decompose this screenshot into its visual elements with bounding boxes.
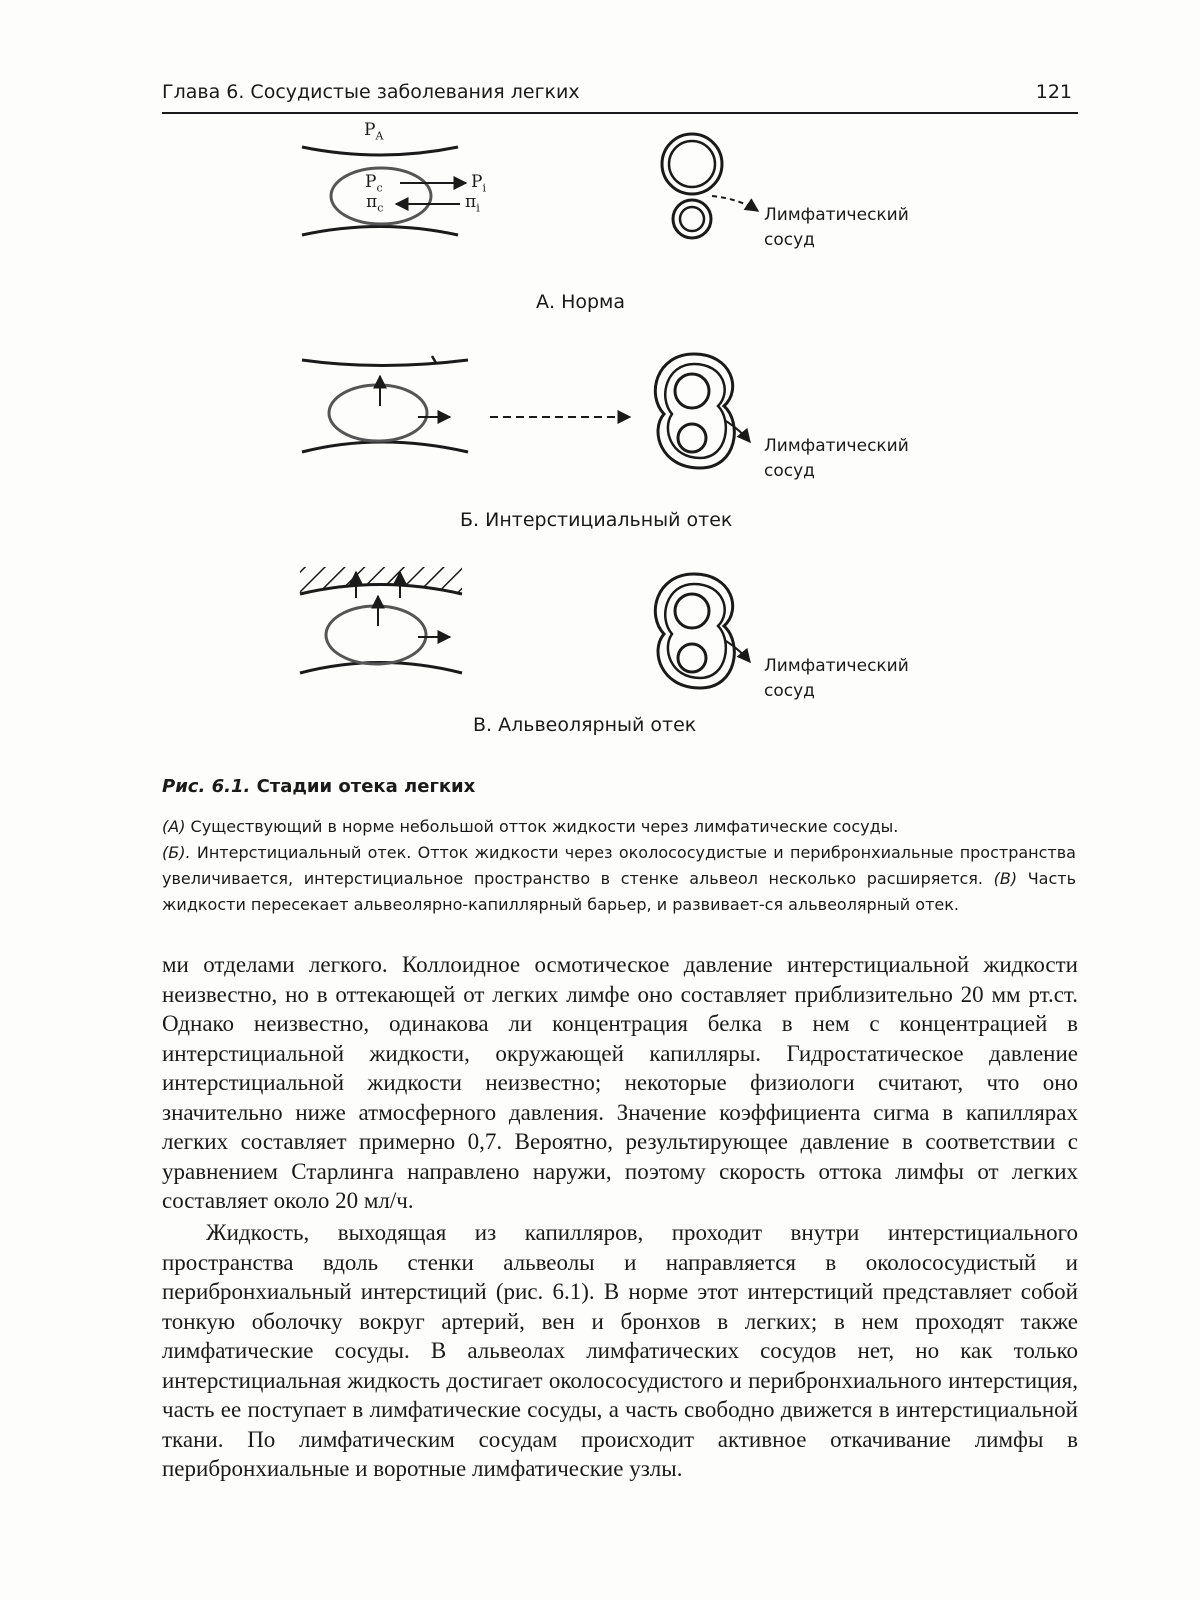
- lymph-label-line2: сосуд: [764, 681, 815, 701]
- figure-caption-title: [162, 776, 475, 797]
- panel-a-capillary: [302, 147, 466, 235]
- alveolar-wall-bottom: [302, 442, 468, 452]
- body-paragraph-1: ми отделами легкого. Коллоидное осмотическое давление интерстициальной жидкости неизвестно, но в оттекающей от легких лимфе оно составляет приблизительно 20 мм рт.ст. Однако неизвестно, одинакова ли концентрация белка в нем с концентрацией в интерстициальной жидкости, окружающей капилляры. Гидростатическое давление интерстициальной жидкости неизвестно; некоторые физиологи считают, что оно значительно ниже атмосферного давления. Значение коэффициента сигма в капиллярах легких составляет примерно 0,7. Вероятно, результирующее давление в соответствии с уравнением Старлинга направлено наружи, поэтому скорость оттока лимфы от легких составляет около 20 мл/ч.: [162, 952, 1078, 1213]
- lymph-drain-arrow: [712, 196, 758, 211]
- label-pi: $P_i$: [471, 172, 486, 195]
- caption-text-c: Часть жидкости пересекает альвеолярно-капиллярный барьер, и развивает-ся альвеолярный отек.: [162, 869, 1077, 914]
- panel-a-lymph-label: [764, 203, 909, 253]
- body-paragraph-2: Жидкость, выходящая из капилляров, проходит внутри интерстициального пространства вдоль стенки альвеолы и направляется в околососудистый и перибронхиальный интерстиций (рис. 6.1). В норме этот интерстиций представляет собой тонкую оболочку вокруг артерий, вен и бронхов в легких; в нем проходят также лимфатические сосуды. В альвеолах лимфатических сосудов нет, но как только интерстициальная жидкость достигает околососудистого и перибронхиального интерстиция, часть ее поступает в лимфатические сосуды, а часть свободно движется в интерстициальной ткани. По лимфатическим сосудам происходит активное откачивание лимфы в перибронхиальные и воротные лимфатические узлы.: [162, 1220, 1078, 1481]
- edema-figure: [0, 0, 1200, 760]
- caption-text-a: Существующий в норме небольшой отток жидкости через лимфатические сосуды.: [190, 817, 899, 836]
- panel-b-lymph: [655, 354, 750, 468]
- label-pc: $P_c$: [365, 172, 383, 195]
- lymph-label-line1: Лимфатический: [764, 656, 909, 676]
- figure-number: Рис. 6.1.: [162, 776, 251, 797]
- caption-marker-a: (А): [162, 817, 186, 836]
- panel-a-label: А. Норма: [536, 291, 626, 313]
- figure-caption-body: [162, 814, 1076, 918]
- label-pii: $\pi_i$: [465, 192, 480, 215]
- capillary-ellipse: [329, 385, 427, 441]
- flooded-alveolus-hatch: [300, 567, 462, 597]
- page-number: 121: [1035, 81, 1072, 103]
- label-pic: $\pi_c$: [366, 192, 384, 215]
- panel-a-lymph: [662, 134, 758, 238]
- panel-c-lymph: [655, 574, 750, 688]
- panel-b-label: Б. Интерстициальный отек: [460, 509, 733, 531]
- caption-marker-c: (В): [993, 869, 1018, 888]
- alveolar-wall-top: [302, 147, 458, 155]
- panel-c-label: В. Альвеолярный отек: [473, 714, 697, 736]
- caption-marker-b: (Б).: [162, 843, 191, 862]
- lymph-label-line2: сосуд: [764, 461, 815, 481]
- lymph-drain-arrow: [726, 421, 750, 442]
- figure-title: Стадии отека легких: [256, 776, 476, 797]
- caption-text-b: Интерстициальный отек. Отток жидкости через околососудистые и перибронхиальные пространства увеличивается, интерстициальное пространство в стенке альвеол несколько расширяется.: [162, 843, 1076, 888]
- label-pa: $P_A$: [364, 120, 384, 143]
- panel-b-lymph-label: [764, 434, 909, 484]
- lymph-drain-arrow: [726, 641, 750, 662]
- capillary-ellipse: [326, 606, 426, 664]
- alveolar-wall-bottom: [302, 227, 458, 236]
- lymph-label-line1: Лимфатический: [764, 436, 909, 456]
- lymph-label-line2: сосуд: [764, 230, 815, 250]
- lymph-label-line1: Лимфатический: [764, 205, 909, 225]
- chapter-title: Глава 6. Сосудистые заболевания легких: [162, 81, 580, 103]
- panel-c-lymph-label: [764, 654, 909, 704]
- panel-c-capillary: [300, 567, 462, 673]
- alveolar-wall-top: [302, 360, 468, 366]
- panel-b-capillary: [302, 356, 630, 452]
